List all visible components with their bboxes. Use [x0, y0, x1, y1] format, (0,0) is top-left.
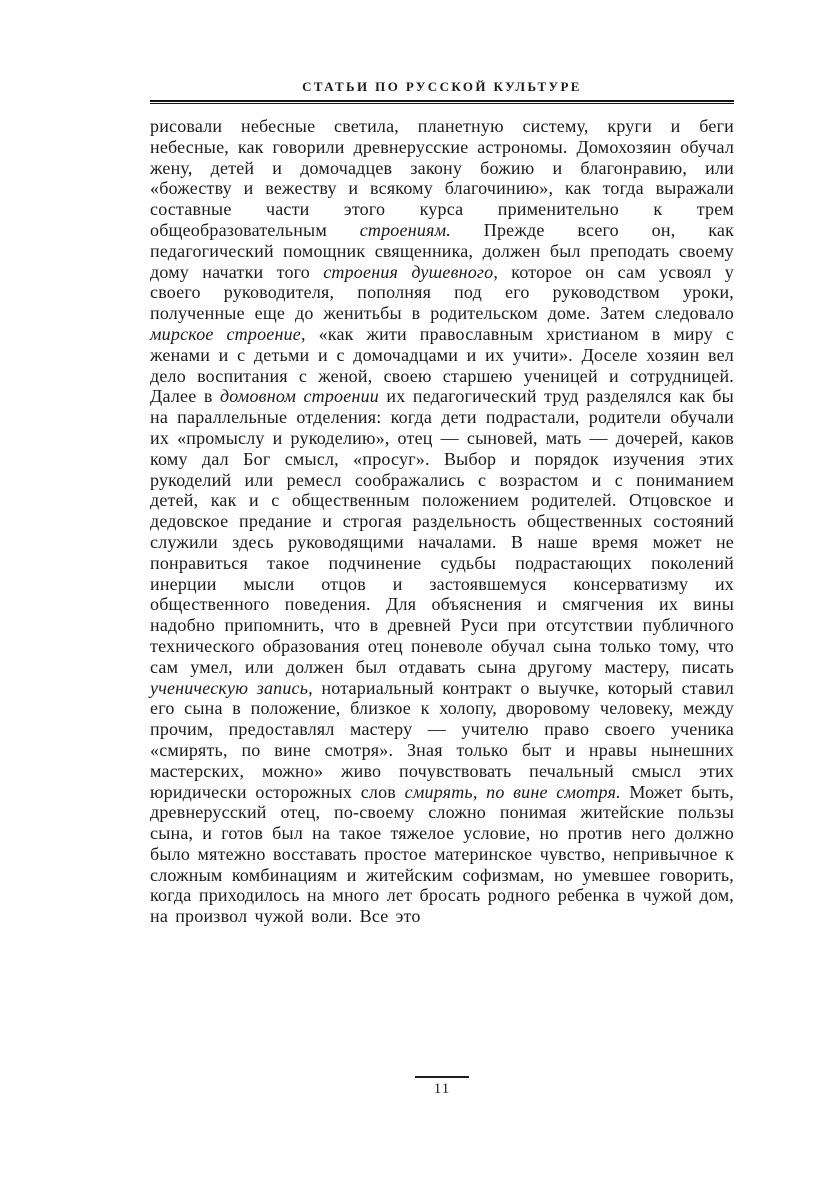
italic-text-run: строения душевного,	[323, 261, 499, 282]
page-number: 11	[433, 1081, 451, 1097]
text-run: которое он сам усвоял у своего руководителя, пополняя под его руководством уроки, полученные еще до женитьбы в родительском доме. Затем следовало	[150, 261, 734, 324]
text-run: рисовали небесные светила, планетную систему, круги и беги небесные, как говорили древнерусские астрономы. Домохозяин обучал жену, детей и домочадцев закону божию и благонравию, или «божеству и вежеству и всякому благочинию», как тогда выражали составные части этого курса применительно к трем общеобразовательным	[150, 116, 734, 240]
header-rule	[150, 100, 734, 104]
header-title: СТАТЬИ ПО РУССКОЙ КУЛЬТУРЕ	[302, 79, 582, 94]
footer-rule	[415, 1076, 469, 1078]
text-run: их педагогический труд разделялся как бы на параллельные отделения: когда дети подрастали, родители обучали их «промыслу и рукоделию», отец — сыновей, мать — дочерей, каков кому дал Бог смысл, «просуг». Выбор и порядок изучения этих рукоделий или ремесл соображались с возрастом и с пониманием детей, как и с общественным положением родителей. Отцовское и дедовское предание и строгая раздельность общественных состояний служили здесь руководящими началами. В наше время может не понравиться такое подчинение судьбы подрастающих поколений инерции мысли отцов и застоявшемуся консерватизму их общественного поведения. Для объяснения и смягчения их вины надобно припомнить, что в древней Руси при отсутствии публичного технического образования отец поневоле обучал сына только тому, что сам умел, или должен был отдавать сына другому мастеру, писать	[150, 386, 734, 677]
italic-text-run: ученическую запись,	[150, 677, 313, 698]
text-run: Может быть, древнерусский отец, по-своему сложно понимая житейские пользы сына, и готов был на такое тяжелое условие, но против него должно было мятежно восставать простое материнское чувство, непривычное к сложным комбинациям и житейским софизмам, но умевшее говорить, когда приходилось на много лет бросать родного ребенка в чужой дом, на произвол чужой воли. Все это	[150, 781, 735, 927]
text-run: нотариальный контракт о выучке, который ставил его сына в положение, близкое к холопу, дворовому человеку, между прочим, предоставлял мастеру — учителю право своего ученика «смирять, по вине смотря». Зная только быт и нравы нынешних мастерских, можно» живо почувствовать печальный смысл этих юридически осторожных слов	[150, 677, 734, 802]
page-header	[150, 79, 734, 104]
text-block	[150, 116, 734, 927]
text-run: «как жити православным христианом в миру с женами и с детьми и с домочадцами и их учити». Доселе хозяин вел дело воспитания с женой, своею старшею ученицей и сотрудницей. Далее в	[150, 323, 735, 407]
italic-text-run: строениям.	[359, 219, 451, 240]
italic-text-run: мирское строение,	[150, 323, 306, 344]
text-run: Прежде всего он, как педагогический помощник священника, должен был преподать своему дому начатки того	[150, 219, 735, 282]
italic-text-run: смирять, по вине смотря.	[404, 781, 621, 802]
page-footer	[150, 1076, 734, 1098]
italic-text-run: домовном строении	[219, 386, 379, 407]
body-paragraph	[150, 116, 734, 927]
